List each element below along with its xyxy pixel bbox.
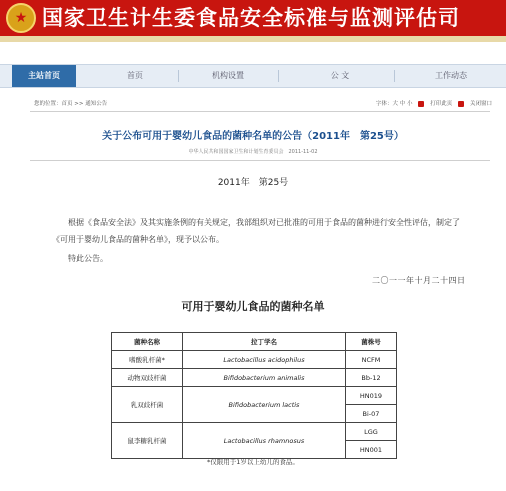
article-title: 关于公布可用于婴幼儿食品的菌种名单的公告（2011年 第25号）: [102, 131, 404, 142]
strain-list-title: 可用于婴幼儿食品的菌种名单: [181, 300, 325, 313]
breadcrumb-bar: [0, 96, 506, 110]
strain-number: HN019: [346, 387, 397, 405]
strain-number: LGG: [346, 423, 397, 441]
strain-name: 动物双歧杆菌: [112, 369, 183, 387]
nav-item-documents[interactable]: 公 文: [330, 71, 350, 80]
banner-stripe: [0, 36, 506, 42]
nav-divider: [178, 70, 179, 82]
main-nav: [0, 64, 506, 88]
nav-item-home[interactable]: 主站首页: [12, 65, 76, 87]
column-header: 拉丁学名: [183, 333, 346, 351]
strain-number: NCFM: [346, 351, 397, 369]
close-window-button[interactable]: 关闭窗口: [458, 101, 492, 107]
latin-name: Bifidobacterium animalis: [183, 369, 346, 387]
divider: [30, 111, 490, 112]
close-icon: [458, 101, 464, 107]
table-header-row: [112, 333, 397, 351]
strain-name: 嗜酸乳杆菌*: [112, 351, 183, 369]
notice-line: 特此公告。: [68, 254, 108, 263]
column-header: 菌种名称: [112, 333, 183, 351]
print-button[interactable]: 打印此页: [418, 101, 452, 107]
issue-number: 2011年 第25号: [217, 178, 289, 188]
strain-name: 鼠李糖乳杆菌: [112, 423, 183, 459]
nav-item-work-news[interactable]: 工作动态: [435, 71, 467, 80]
strain-number: Bb-12: [346, 369, 397, 387]
nav-divider: [278, 70, 279, 82]
body-paragraph: 根据《食品安全法》及其实施条例的有关规定，我部组织对已批准的可用于食品的菌种进行安全性评估，制定了《可用于婴幼儿食品的菌种名单》，现予以公布。: [52, 218, 460, 244]
table-row: [112, 387, 397, 405]
strain-name: 乳双歧杆菌: [112, 387, 183, 423]
table-row: [112, 423, 397, 441]
site-banner: [0, 0, 506, 42]
page-tools: [372, 99, 492, 107]
latin-name: Bifidobacterium lactis: [183, 387, 346, 423]
column-header: 菌株号: [346, 333, 397, 351]
nav-item-index[interactable]: 首页: [127, 71, 143, 80]
latin-name: Lactobacillus rhamnosus: [183, 423, 346, 459]
nav-divider: [394, 70, 395, 82]
table-row: [112, 351, 397, 369]
issue-date: 二〇一一年十月二十四日: [372, 276, 466, 285]
strain-number: HN001: [346, 441, 397, 459]
article-body: [52, 214, 472, 248]
table-row: [112, 369, 397, 387]
breadcrumb[interactable]: 您的位置：首页 >> 通知公告: [34, 101, 108, 107]
font-size-control[interactable]: 字体：大 中 小: [375, 101, 413, 107]
print-icon: [418, 101, 424, 107]
table-footnote: *仅限用于1岁以上幼儿的食品。: [207, 458, 299, 466]
divider: [30, 160, 490, 161]
strain-number: Bi-07: [346, 405, 397, 423]
site-title: 国家卫生计生委食品安全标准与监测评估司: [42, 6, 460, 30]
latin-name: Lactobacillus acidophilus: [183, 351, 346, 369]
article-meta: 中华人民共和国国家卫生和计划生育委员会 2011-11-02: [188, 149, 318, 155]
national-emblem-icon: ★: [6, 3, 36, 33]
strain-table: [111, 332, 397, 459]
nav-item-organization[interactable]: 机构设置: [212, 71, 244, 80]
